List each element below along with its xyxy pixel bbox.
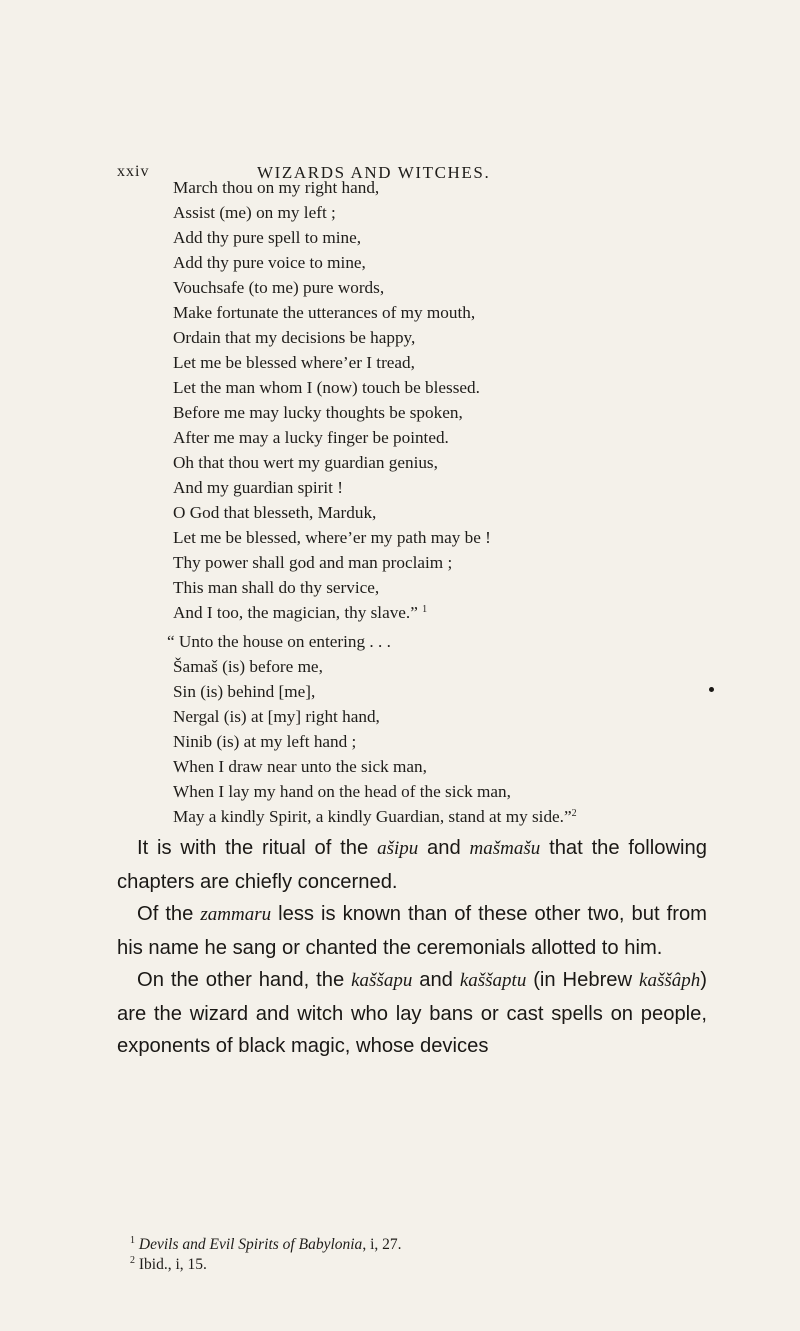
verse-line (173, 806, 577, 828)
paragraph: On the other hand, the kaššapu and kaššaptu (in Hebrew kaššâph) are the wizard and witch who lay bans or cast spells on people, exponents of black magic, whose devices (117, 969, 707, 1057)
verse-line: March thou on my right hand, (173, 178, 380, 197)
verse-line: Before me may lucky thoughts be spoken, (173, 403, 463, 422)
footnote-text: Ibid., i, 15. (138, 1256, 207, 1273)
verse-line: When I lay my hand on the head of the sick man, (173, 782, 511, 801)
verse-line: Let the man whom I (now) touch be blessed. (173, 378, 480, 397)
footnote (130, 1255, 690, 1275)
footnote-citation-rest: , i, 27. (362, 1236, 402, 1253)
verse-line: Let me be blessed, where’er my path may be ! (173, 528, 491, 547)
verse-line: And my guardian spirit ! (173, 478, 343, 497)
body-text (117, 832, 707, 1063)
verse-line: Šamaš (is) before me, (173, 657, 323, 676)
verse-line: Let me be blessed where’er I tread, (173, 353, 415, 372)
verse-line: O God that blesseth, Marduk, (173, 503, 377, 522)
verse-line: Thy power shall god and man proclaim ; (173, 553, 453, 572)
paragraph: Of the zammaru less is known than of these other two, but from his name he sang or chanted the ceremonials allotted to him. (117, 903, 707, 959)
footnote-mark: 2 (130, 1255, 135, 1266)
page-number: xxiv (117, 163, 150, 180)
verse-text: May a kindly Spirit, a kindly Guardian, stand at my side.” (173, 807, 572, 826)
verse-line: Vouchsafe (to me) pure words, (173, 278, 385, 297)
footnote-ref: 2 (571, 808, 577, 819)
verse-line: Add thy pure spell to mine, (173, 228, 362, 247)
paragraph: It is with the ritual of the ašipu and mašmašu that the following chapters are chiefly concerned. (117, 837, 707, 893)
verse-text: And I too, the magician, thy slave.” (173, 603, 418, 622)
verse-line: Ninib (is) at my left hand ; (173, 732, 357, 751)
verse-line: Sin (is) behind [me], (173, 682, 316, 701)
verse-line: Nergal (is) at [my] right hand, (173, 707, 380, 726)
footnote-citation-title: Devils and Evil Spirits of Babylonia (138, 1236, 363, 1253)
verse-line: Make fortunate the utterances of my mouth, (173, 303, 476, 322)
verse-line: Add thy pure voice to mine, (173, 253, 366, 272)
margin-mark (709, 687, 714, 692)
footnote-ref: 1 (422, 604, 428, 615)
verse-line: This man shall do thy service, (173, 578, 380, 597)
verse-line: Ordain that my decisions be happy, (173, 328, 416, 347)
running-title: WIZARDS AND WITCHES. (257, 163, 491, 182)
verse-line: “ Unto the house on entering . . . (167, 632, 391, 651)
verse-line (173, 602, 427, 624)
footnote-mark: 1 (130, 1235, 135, 1246)
verse-line: Oh that thou wert my guardian genius, (173, 453, 438, 472)
verse-line: After me may a lucky finger be pointed. (173, 428, 449, 447)
footnotes (130, 1235, 690, 1275)
footnote (130, 1235, 690, 1255)
verse-line: Assist (me) on my left ; (173, 203, 336, 222)
verse-line: When I draw near unto the sick man, (173, 757, 427, 776)
